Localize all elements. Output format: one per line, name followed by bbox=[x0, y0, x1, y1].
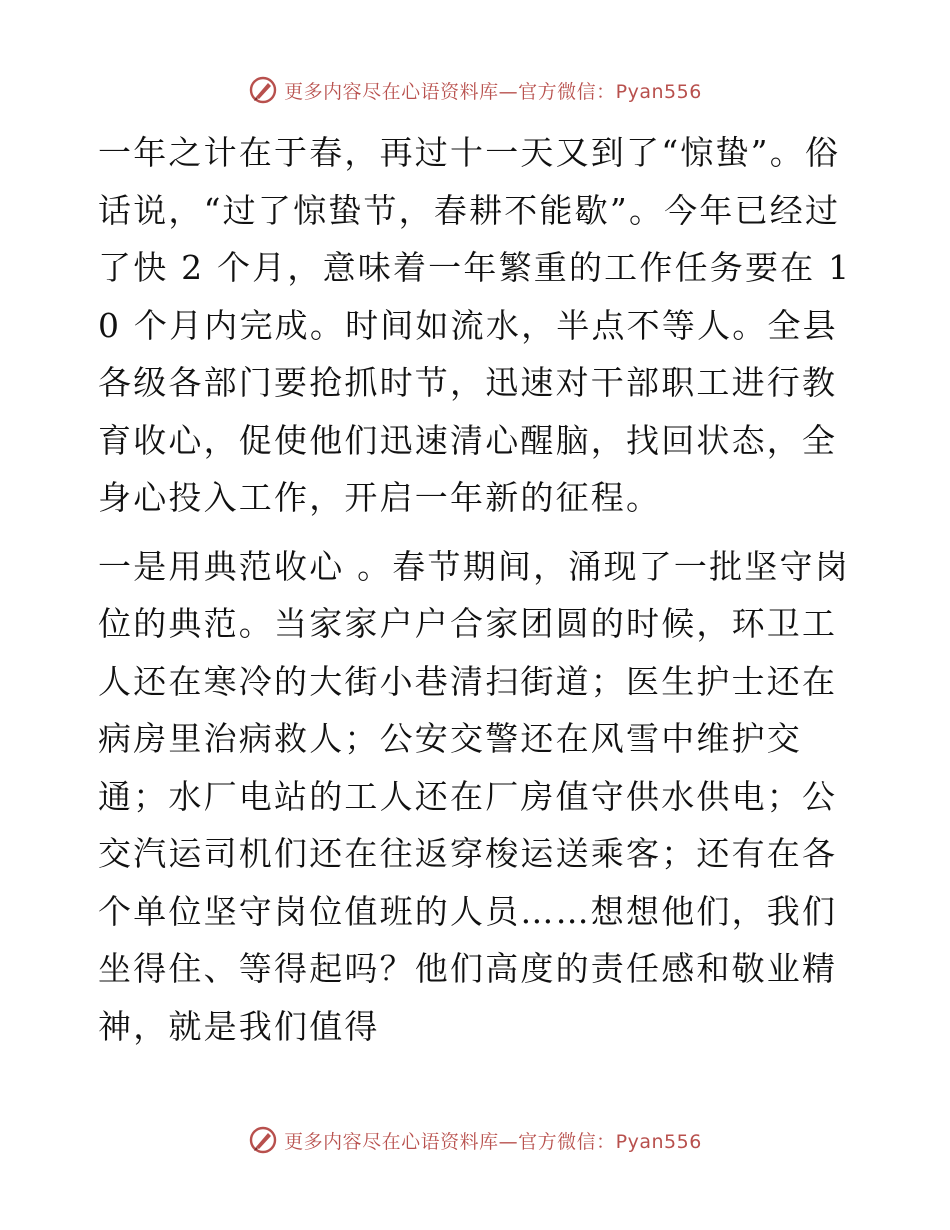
watermark-text: 更多内容尽在心语资料库—官方微信：Pyan556 bbox=[284, 80, 702, 103]
pen-logo-icon bbox=[248, 75, 278, 105]
header-watermark bbox=[0, 70, 950, 110]
footer-watermark bbox=[0, 1120, 950, 1160]
document-body bbox=[98, 124, 858, 1055]
paragraph-2: 一是用典范收心 。春节期间，涌现了一批坚守岗位的典范。当家家户户合家团圆的时候，环卫工人还在寒冷的大街小巷清扫街道；医生护士还在病房里治病救人；公安交警还在风雪中维护交通；水厂电站的工人还在厂房值守供水供电；公交汽运司机们还在往返穿梭运送乘客；还有在各个单位坚守岗位值班的人员……想想他们，我们坐得住、等得起吗？他们高度的责任感和敬业精神，就是我们值得 bbox=[98, 546, 850, 1046]
pen-logo-icon bbox=[248, 1125, 278, 1155]
paragraph-1: 一年之计在于春，再过十一天又到了“惊蛰”。俗话说，“过了惊蛰节，春耕不能歇”。今年已经过了快 2 个月，意味着一年繁重的工作任务要在 10 个月内完成。时间如流水，半点不等人。全县各级各部门要抢抓时节，迅速对干部职工进行教育收心，促使他们迅速清心醒脑，找回状态，全身心投入工作，开启一年新的征程。 bbox=[98, 133, 852, 517]
watermark-text: 更多内容尽在心语资料库—官方微信：Pyan556 bbox=[284, 1130, 702, 1153]
